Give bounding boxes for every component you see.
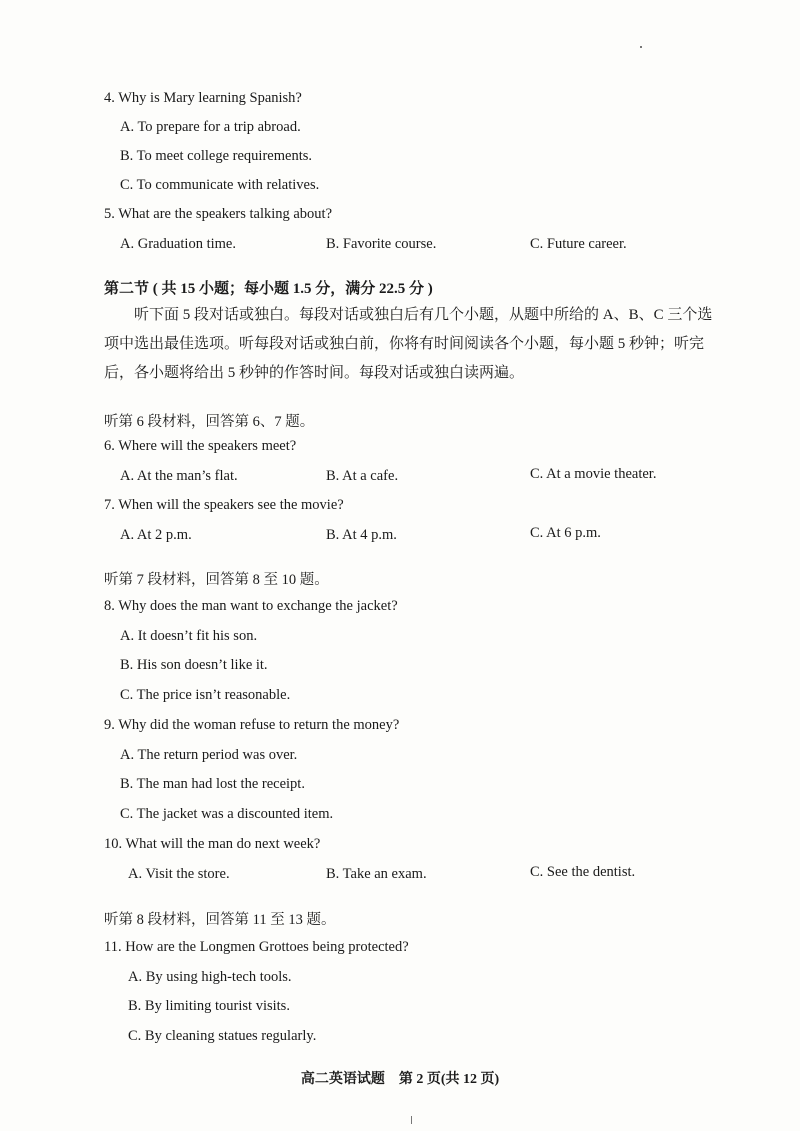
page-footer: 高二英语试题 第 2 页(共 12 页) [300, 1072, 500, 1087]
question-11-stem: 11. How are the Longmen Grottoes being protected? [104, 939, 409, 955]
question-4-stem: 4. Why is Mary learning Spanish? [104, 90, 302, 106]
question-5-option-c: C. Future career. [530, 236, 627, 252]
instruction-line-2: 项中选出最佳选项。听每段对话或独白前，你将有时间阅读各个小题，每小题 5 秒钟；听完 [104, 336, 705, 352]
section-2-instructions [104, 301, 713, 388]
question-9-option-c: C. The jacket was a discounted item. [120, 806, 334, 822]
question-8-option-b: B. His son doesn’t like it. [120, 657, 268, 673]
section-2-heading: 第二节 ( 共 15 小题；每小题 1.5 分，满分 22.5 分 ) [104, 281, 433, 297]
question-6-option-a: A. At the man’s flat. [120, 468, 238, 484]
question-4-option-a: A. To prepare for a trip abroad. [120, 119, 301, 135]
question-6-option-b: B. At a cafe. [326, 468, 399, 484]
question-7-option-a: A. At 2 p.m. [120, 527, 192, 543]
question-6-option-c: C. At a movie theater. [530, 466, 657, 482]
question-5-option-b: B. Favorite course. [326, 236, 437, 252]
question-10-option-a: A. Visit the store. [128, 866, 230, 882]
group-7-label: 听第 7 段材料，回答第 8 至 10 题。 [104, 572, 329, 588]
group-6-label: 听第 6 段材料，回答第 6、7 题。 [104, 414, 315, 430]
question-8-option-c: C. The price isn’t reasonable. [120, 687, 291, 703]
question-8-option-a: A. It doesn’t fit his son. [120, 628, 258, 644]
question-5-stem: 5. What are the speakers talking about? [104, 206, 333, 222]
question-4-option-b: B. To meet college requirements. [120, 148, 312, 164]
question-4-option-c: C. To communicate with relatives. [120, 177, 320, 193]
question-9-option-b: B. The man had lost the receipt. [120, 776, 305, 792]
instruction-line-1: 听下面 5 段对话或独白。每段对话或独白后有几个小题，从题中所给的 A、B、C 三个选 [104, 307, 713, 323]
question-6-stem: 6. Where will the speakers meet? [104, 438, 297, 454]
scan-speck [411, 1116, 412, 1124]
question-7-stem: 7. When will the speakers see the movie? [104, 497, 344, 513]
question-10-option-b: B. Take an exam. [326, 866, 427, 882]
scan-speck [640, 46, 642, 48]
question-10-stem: 10. What will the man do next week? [104, 836, 321, 852]
question-9-stem: 9. Why did the woman refuse to return the money? [104, 717, 400, 733]
question-5-option-a: A. Graduation time. [120, 236, 236, 252]
question-11-option-c: C. By cleaning statues regularly. [128, 1028, 317, 1044]
question-11-option-b: B. By limiting tourist visits. [128, 998, 290, 1014]
group-8-label: 听第 8 段材料，回答第 11 至 13 题。 [104, 912, 336, 928]
question-9-option-a: A. The return period was over. [120, 747, 298, 763]
question-7-option-c: C. At 6 p.m. [530, 525, 601, 541]
question-10-option-c: C. See the dentist. [530, 864, 636, 880]
question-8-stem: 8. Why does the man want to exchange the jacket? [104, 598, 398, 614]
question-11-option-a: A. By using high-tech tools. [128, 969, 292, 985]
instruction-line-3: 后，各小题将给出 5 秒钟的作答时间。每段对话或独白读两遍。 [104, 365, 525, 381]
question-7-option-b: B. At 4 p.m. [326, 527, 397, 543]
